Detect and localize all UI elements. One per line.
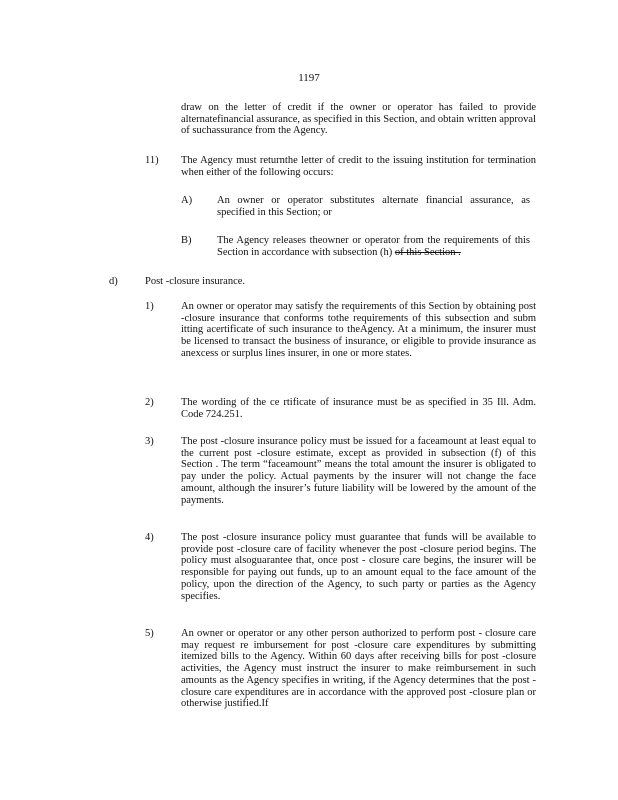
item-5-label: 5) — [145, 628, 154, 639]
item-1-text: An owner or operator may satisfy the requirements of this Section by obtaining post -closure insurance that conforms tothe requirements of this subsection and subm itting acertificate of such insurance to theAgency. At a minimum, the insurer must be licensed to transact the business of insurance, or eligible to provide insurance as anexcess or surplus lines insurer, in one or more states. — [181, 301, 536, 359]
item-11-text: The Agency must returnthe letter of credit to the issuing institution for termination when either of the following occurs: — [181, 155, 536, 178]
item-4-label: 4) — [145, 532, 154, 543]
item-11-b-body: The Agency releases theowner or operator from the requirements of this Section in accordance with subsection (h) — [217, 235, 530, 258]
item-3-text: The post -closure insurance policy must be issued for a faceamount at least equal to the current post -closure estimate, except as provided in subsection (f) of this Section . The term “faceamount” means the total amount the insurer is obligated to pay under the policy. Actual payments by the insurer will not change the face amount, although the insurer’s future liability will be lowered by the amount of the payments. — [181, 436, 536, 506]
continuation-paragraph: draw on the letter of credit if the owner or operator has failed to provide alternatefinancial assurance, as specified in this Section, and obtain written approval of suchassurance from the Agency. — [181, 102, 536, 137]
item-11-b-struck-text: of this Section . — [394, 246, 461, 258]
item-11-a-text: An owner or operator substitutes alternate financial assurance, as specified in this Section; or — [217, 195, 530, 218]
item-11-label: 11) — [145, 155, 159, 166]
item-11-b-label: B) — [181, 235, 192, 246]
section-d-heading: Post -closure insurance. — [145, 276, 246, 287]
item-5-text: An owner or operator or any other person authorized to perform post - closure care may request re imbursement for post -closure care expenditures by submitting itemized bills to the Agency. Within 60 days after receiving bills for post -closure activities, the Agency must instruct the insurer to make reimbursement in such amounts as the Agency specifies in writing, if the Agency determines that the post -closure care expenditures are in accordance with the approved post -closure plan or otherwise justified.If — [181, 628, 536, 710]
item-2-label: 2) — [145, 397, 154, 408]
item-3-label: 3) — [145, 436, 154, 447]
item-4-text: The post -closure insurance policy must guarantee that funds will be available to provide post -closure care of facility whenever the post -closure period begins. The policy must alsoguarantee that, once post - closure care begins, the insurer will be responsible for paying out funds, up to an amount equal to the face amount of the policy, upon the direction of the Agency, to such party or parties as the Agency specifies. — [181, 532, 536, 602]
item-11-b-text — [217, 235, 530, 258]
item-1-label: 1) — [145, 301, 154, 312]
item-11-a-label: A) — [181, 195, 193, 206]
section-d-label: d) — [109, 276, 118, 287]
item-2-text: The wording of the ce rtificate of insurance must be as specified in 35 Ill. Adm. Code 724.251. — [181, 397, 536, 420]
page-number: 1197 — [298, 72, 320, 84]
